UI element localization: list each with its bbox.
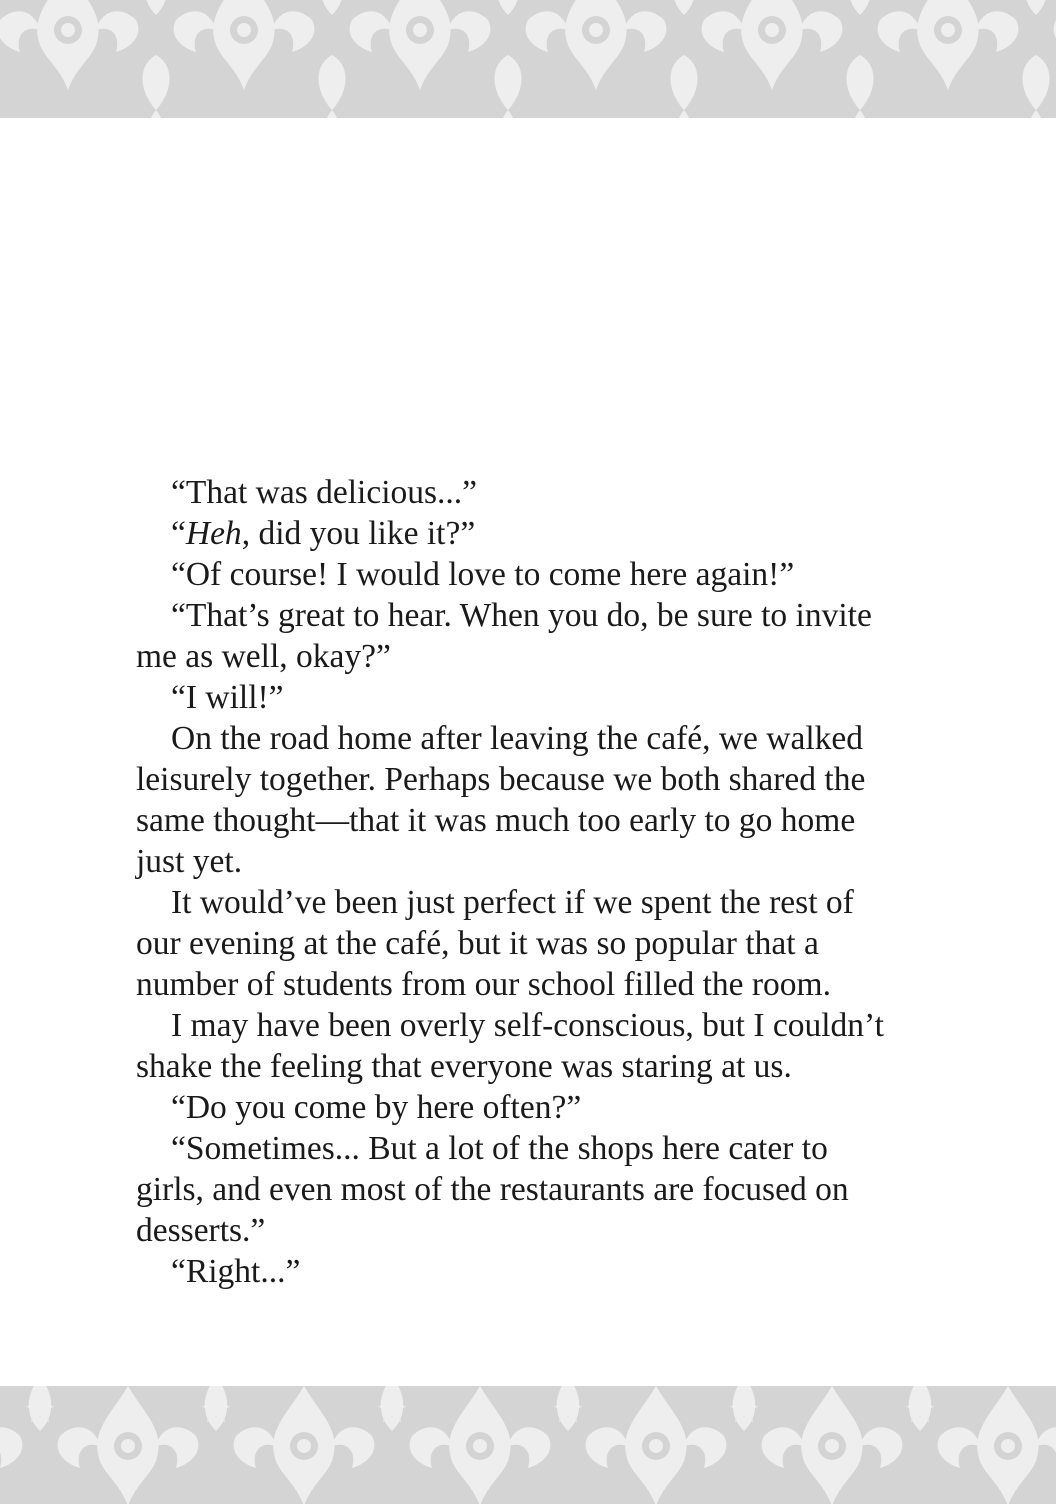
- damask-header-band: [0, 0, 1056, 118]
- paragraph: “Of course! I would love to come here again!”: [171, 556, 795, 593]
- paragraph: “That was delicious...”: [171, 474, 478, 511]
- paragraph: “Heh, did you like it?”: [171, 515, 476, 552]
- paragraph: On the road home after leaving the café, we walked leisurely together. Perhaps because we both shared the same thought—that it was much too early to go home just yet.: [136, 720, 866, 880]
- paragraph: It would’ve been just perfect if we spent the rest of our evening at the café, but it was so popular that a number of students from our school filled the room.: [136, 884, 854, 1003]
- body-text: [136, 472, 896, 1292]
- paragraph: “Sometimes... But a lot of the shops here cater to girls, and even most of the restaurants are focused on desserts.”: [136, 1130, 849, 1249]
- damask-ornament-top: [0, 0, 1056, 118]
- paragraph: “That’s great to hear. When you do, be sure to invite me as well, okay?”: [136, 597, 872, 675]
- paragraph: “I will!”: [171, 679, 284, 716]
- italic-word: Heh: [185, 515, 242, 552]
- paragraph: I may have been overly self-conscious, but I couldn’t shake the feeling that everyone was staring at us.: [136, 1007, 884, 1085]
- damask-ornament-bottom: [0, 1386, 1056, 1504]
- damask-footer-band: [0, 1386, 1056, 1504]
- paragraph: “Do you come by here often?”: [171, 1089, 582, 1126]
- paragraph: “Right...”: [171, 1253, 301, 1290]
